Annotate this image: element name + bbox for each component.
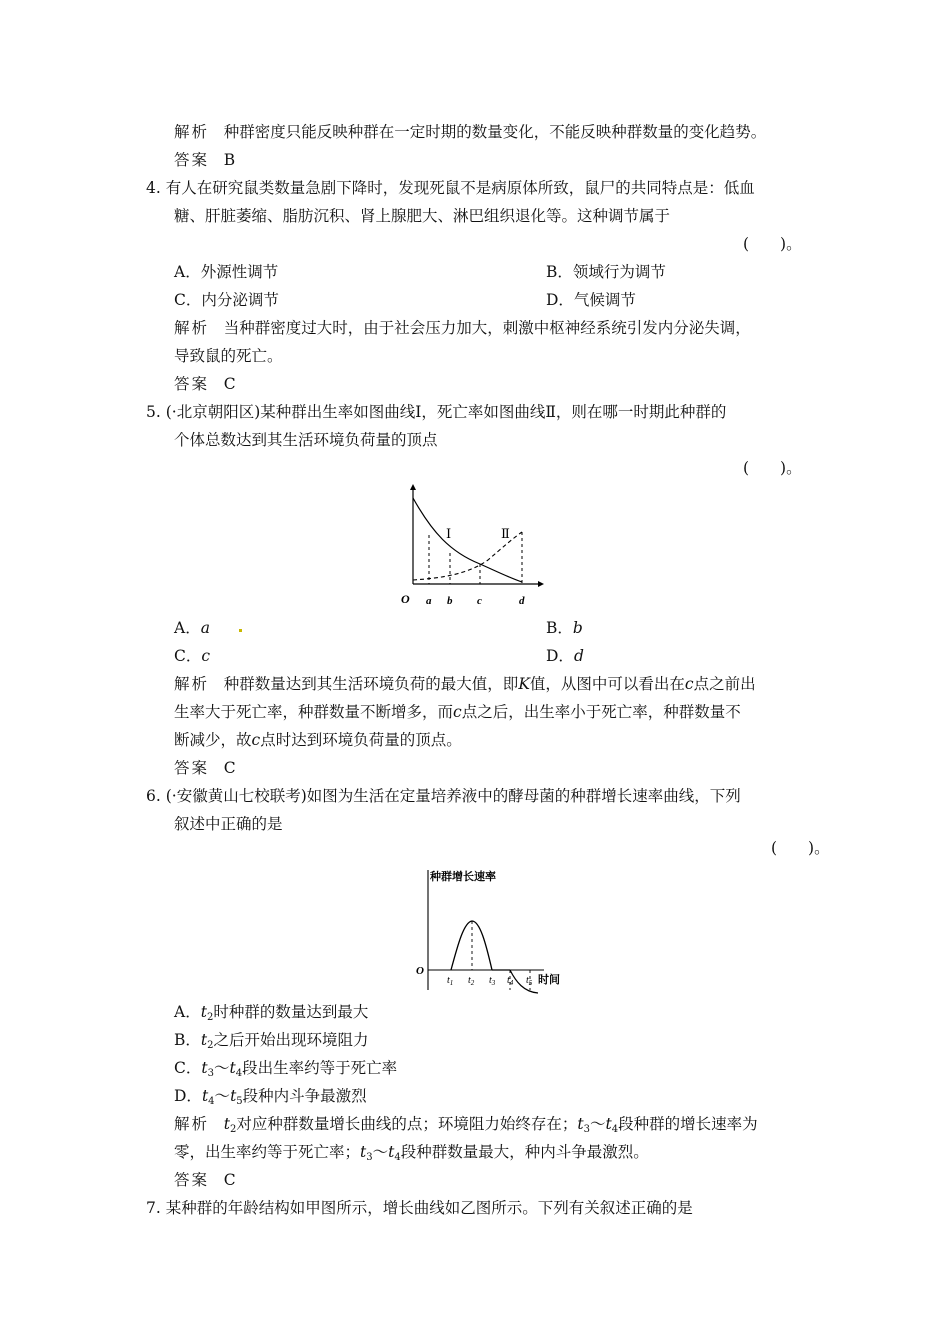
q3-answer: 答案 B [174,151,236,169]
question-number: 6. [146,787,161,805]
q6-option-a: A．$t_2$时种群的数量达到最大 [174,1003,369,1023]
q6-analysis-line2: 零，出生率约等于死亡率；$t_3\sim t_4$段种群数量最大，种内斗争最激烈。 [174,1143,649,1163]
q5-answer-bracket: ( )。 [743,459,802,477]
q3-analysis: 解析 种群密度只能反映种群在一定时期的数量变化，不能反映种群数量的变化趋势。 [174,123,767,141]
q5-answer: 答案 C [174,759,236,777]
curve-2-label: Ⅱ [501,526,510,541]
q6-analysis-line1: 解析 $t_2$对应种群数量增长曲线的点；环境阻力始终存在；$t_3\sim t_4$段种群的增长速率为 [174,1115,758,1135]
x-axis-arrow [538,581,544,587]
growth-rate-negative-segment [510,970,538,993]
q5-option-b: B．b [546,619,583,637]
tick-label-d: d [519,595,525,607]
x-tick-labels [447,975,533,987]
q5-analysis-line2: 生率大于死亡率，种群数量不断增多，而c点之后，出生率小于死亡率，种群数量不 [174,703,741,721]
y-axis-label: 种群增长速率 [430,871,496,883]
q5-birth-death-rate-figure [398,482,546,612]
q7-stem-line1: 7. 某种群的年龄结构如甲图所示，增长曲线如乙图所示。下列有关叙述正确的是 [146,1199,693,1217]
q6-growth-rate-figure [412,866,572,1000]
analysis-label: 解析 [174,123,210,141]
tick-t2: $t_2$ [468,975,475,987]
q4-answer-bracket: ( )。 [743,235,802,253]
answer-label: 答案 [174,375,210,393]
q4-stem-line1: 4. 有人在研究鼠类数量急剧下降时，发现死鼠不是病原体所致，鼠尸的共同特点是：低血 [146,179,755,197]
q4-analysis-line1: 解析 当种群密度过大时，由于社会压力加大，刺激中枢神经系统引发内分泌失调， [174,319,751,337]
answer-label: 答案 [174,151,210,169]
q6-answer-bracket: ( )。 [771,839,830,857]
q5-analysis-line1: 解析 种群数量达到其生活环境负荷的最大值，即K值，从图中可以看出在c点之前出 [174,675,756,693]
tick-label-c: c [477,595,482,607]
q4-stem-line2: 糖、肝脏萎缩、脂肪沉积、肾上腺肥大、淋巴组织退化等。这种调节属于 [174,207,671,225]
q4-answer: 答案 C [174,375,236,393]
q4-option-b: B．领域行为调节 [546,263,666,281]
y-axis-arrow [410,484,416,490]
curve-1-label: Ⅰ [446,526,452,541]
question-number: 4. [146,179,161,197]
q4-analysis-line2: 导致鼠的死亡。 [174,347,283,365]
analysis-label: 解析 [174,1115,210,1133]
q6-option-c: C．$t_3\sim t_4$段出生率约等于死亡率 [174,1059,398,1079]
q5-option-d: D．d [546,647,584,665]
q6-option-d: D．$t_4\sim t_5$段种内斗争最激烈 [174,1087,367,1107]
q5-option-a: A．a [174,619,210,637]
tick-label-b: b [447,595,453,607]
q6-stem-line2: 叙述中正确的是 [174,815,283,833]
tick-t5: $t_5$ [526,975,533,987]
origin-label: O [401,592,410,606]
question-number: 7. [146,1199,161,1217]
q4-option-a: A．外源性调节 [174,263,279,281]
tick-t4: $t_4$ [507,975,514,987]
answer-label: 答案 [174,759,210,777]
q5-stem-line2: 个体总数达到其生活环境负荷量的顶点 [174,431,438,449]
tick-label-a: a [426,595,432,607]
q5-option-c: C．c [174,647,211,665]
stray-mark [239,629,242,632]
q4-option-c: C．内分泌调节 [174,291,279,309]
q4-option-d: D．气候调节 [546,291,636,309]
growth-rate-curve [451,921,492,970]
q5-analysis-line3: 断减少，故c点时达到环境负荷量的顶点。 [174,731,462,749]
question-number: 5. [146,403,161,421]
tick-t3: $t_3$ [489,975,496,987]
q6-answer: 答案 C [174,1171,236,1189]
analysis-label: 解析 [174,675,210,693]
analysis-label: 解析 [174,319,210,337]
q5-stem-line1: 5. (·北京朝阳区)某种群出生率如图曲线Ⅰ，死亡率如图曲线Ⅱ，则在哪一时期此种群的 [146,403,727,421]
tick-t1: $t_1$ [447,975,454,987]
q6-stem-line1: 6. (·安徽黄山七校联考)如图为生活在定量培养液中的酵母菌的种群增长速率曲线，下列 [146,787,741,805]
q6-option-b: B．$t_2$之后开始出现环境阻力 [174,1031,369,1051]
x-axis-label: 时间 [538,974,560,986]
origin-label: O [416,965,424,977]
answer-label: 答案 [174,1171,210,1189]
